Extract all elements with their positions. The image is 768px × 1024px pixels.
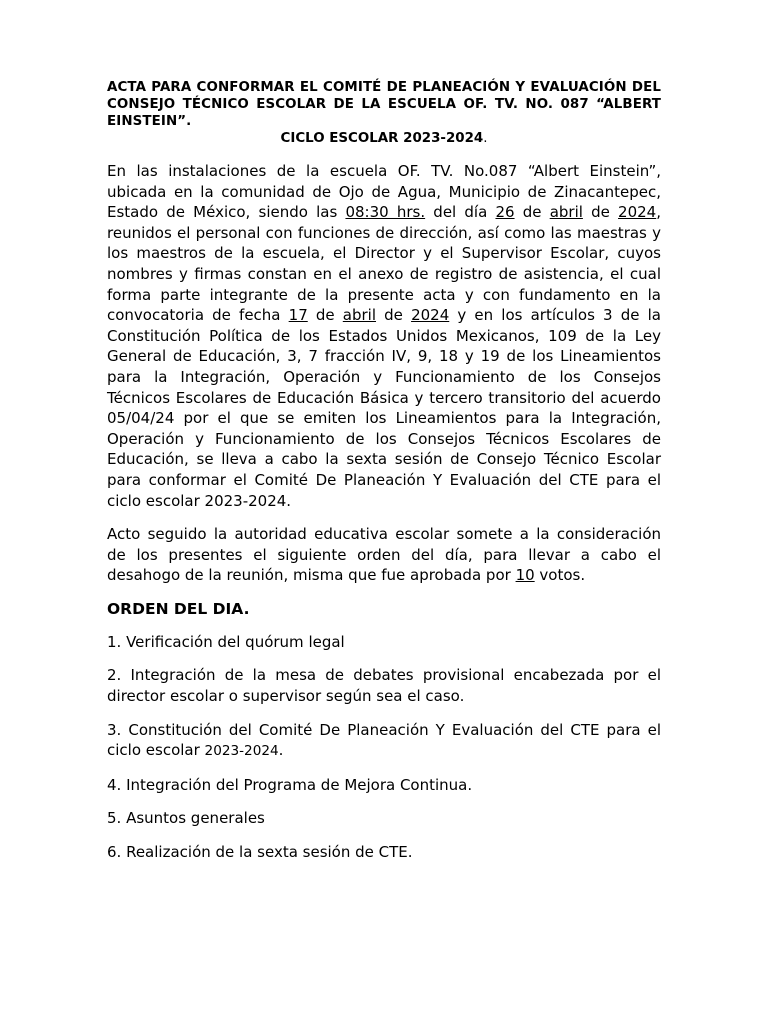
intro-text-2: del día: [425, 203, 496, 222]
intro-text-4: de: [582, 203, 619, 222]
intro-paragraph: [107, 161, 661, 511]
meeting-time: 08:30 hrs.: [345, 203, 426, 222]
convocation-month: abril: [342, 306, 377, 325]
agenda-item-2: 2. Integración de la mesa de debates provisional encabezada por el director escolar o supervisor según sea el caso.: [107, 666, 661, 706]
document-title-text: ACTA PARA CONFORMAR EL COMITÉ DE PLANEACIÓN Y EVALUACIÓN DEL CONSEJO TÉCNICO ESCOLAR DE LA ESCUELA OF. TV. NO. 087 “ALBERT EINSTEIN”.: [107, 80, 661, 129]
agenda-item-6: 6. Realización de la sexta sesión de CTE.: [107, 843, 413, 862]
agenda-item-3-cycle: 2023-2024: [204, 743, 279, 760]
intro-text-6: de: [307, 306, 343, 325]
convocation-day: 17: [288, 306, 308, 325]
agenda-item-3-end: .: [278, 741, 284, 760]
intro-text-1: En las instalaciones de la escuela OF. TV. No.087 “Albert Einstein”, ubicada en la comunidad de Ojo de Agua, Municipio de Zinacantepec, Estado de México, siendo las: [107, 162, 661, 222]
document-title: [107, 79, 661, 130]
approval-paragraph: [107, 524, 661, 586]
vote-count: 10: [515, 566, 535, 585]
cycle-dot: .: [483, 131, 488, 146]
convocation-year: 2024: [411, 306, 450, 325]
agenda-item-1: 1. Verificación del quórum legal: [107, 632, 345, 651]
cycle-text: CICLO ESCOLAR 2023-2024: [280, 131, 484, 146]
agenda-item-3-text: 3. Constitución del Comité De Planeación Y Evaluación del CTE para el ciclo escolar: [107, 720, 661, 760]
agenda-item-4: 4. Integración del Programa de Mejora Continua.: [107, 775, 473, 794]
intro-text-3: de: [514, 203, 550, 222]
agenda-heading: ORDEN DEL DIA.: [107, 599, 250, 618]
meeting-day: 26: [495, 203, 515, 222]
agenda-item-3: [107, 720, 661, 762]
approval-text-2: votos.: [534, 566, 586, 585]
document-cycle-title: [107, 130, 661, 147]
approval-text-1: Acto seguido la autoridad educativa escolar somete a la consideración de los presentes el siguiente orden del día, para llevar a cabo el desahogo de la reunión, misma que fue aprobada por: [107, 525, 661, 585]
meeting-year: 2024: [618, 203, 657, 222]
intro-text-8: y en los artículos 3 de la Constitución Política de los Estados Unidos Mexicanos, 109 de la Ley General de Educación, 3, 7 fracción IV, 9, 18 y 19 de los Lineamientos para la Integración, Operación y Funcionamiento de los Consejos Técnicos Escolares de Educación Básica y tercero transitorio del acuerdo 05/04/24 por el que se emiten los Lineamientos para la Integración, Operación y Funcionamiento de los Consejos Técnicos Escolares de Educación, se lleva a cabo la sexta sesión de Consejo Técnico Escolar para conformar el Comité De Planeación Y Evaluación del CTE para el ciclo escolar 2023-2024.: [107, 306, 661, 510]
intro-text-5: , reunidos el personal con funciones de dirección, así como las maestras y los maestros de la escuela, el Director y el Supervisor Escolar, cuyos nombres y firmas constan en el anexo de registro de asistencia, el cual forma parte integrante de la presente acta y con fundamento en la convocatoria de fecha: [107, 203, 661, 325]
meeting-month: abril: [549, 203, 583, 222]
agenda-item-5: 5. Asuntos generales: [107, 809, 265, 828]
intro-text-7: de: [376, 306, 412, 325]
